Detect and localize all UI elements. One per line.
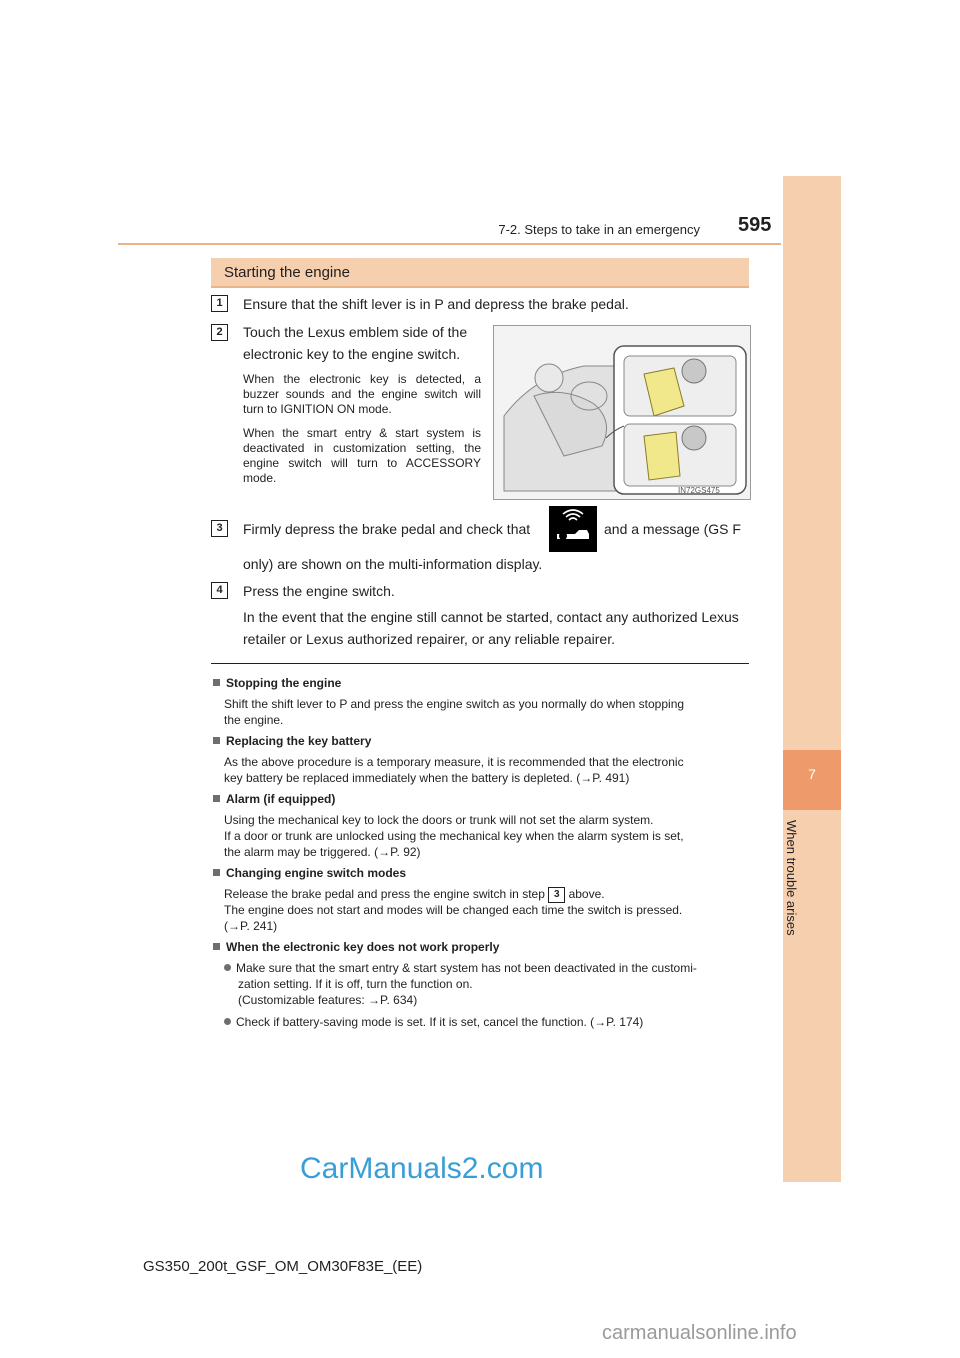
note-modes-line-3: (→P. 241) (224, 919, 278, 933)
header-rule (118, 243, 781, 245)
step-number-1: 1 (211, 295, 228, 312)
note-alarm-line-3: the alarm may be triggered. (→P. 92) (224, 845, 421, 859)
side-tab-strip (783, 176, 841, 1182)
section-heading: Starting the engine (224, 264, 350, 281)
round-bullet-icon (224, 964, 231, 971)
step-2-note-1: When the electronic key is detected, a buzzer sounds and the engine switch will turn to IGNITION ON mode. (243, 372, 481, 416)
note-key-bullet-1-line-2: zation setting. If it is off, turn the function on. (238, 977, 473, 991)
note-title-stopping: Stopping the engine (213, 676, 341, 690)
note-key-bullet-1-line-1: Make sure that the smart entry & start system has not been deactivated in the customi- (224, 961, 697, 976)
note-key-bullet-1-line-3: (Customizable features: →P. 634) (238, 993, 418, 1007)
notes-divider (211, 663, 749, 664)
note-alarm-line-2: If a door or trunk are unlocked using the mechanical key when the alarm system is set, (224, 829, 684, 843)
closing-line-2: retailer or Lexus authorized repairer, or any reliable repairer. (243, 631, 615, 647)
square-bullet-icon (213, 795, 220, 802)
chapter-label (784, 820, 800, 950)
illustration-drawing (494, 326, 750, 499)
inline-step-3: 3 (548, 887, 565, 903)
note-title-alarm: Alarm (if equipped) (213, 792, 335, 806)
square-bullet-icon (213, 943, 220, 950)
square-bullet-icon (213, 869, 220, 876)
note-stopping-line-1: Shift the shift lever to P and press the engine switch as you normally do when stopping (224, 697, 685, 711)
step-text-3-before: Firmly depress the brake pedal and check that (243, 521, 531, 537)
step-2-note-2: When the smart entry & start system is deactivated in customization setting, the engine switch will turn to ACCESSORY mode. (243, 426, 481, 485)
chapter-label-text: When trouble arises (784, 820, 799, 936)
round-bullet-icon (224, 1018, 231, 1025)
note-modes-line-2: The engine does not start and modes will be changed each time the switch is pressed. (224, 903, 683, 917)
square-bullet-icon (213, 679, 220, 686)
watermark-carmanuals2: CarManuals2.com (300, 1152, 544, 1185)
step-number-2: 2 (211, 324, 228, 341)
step-text-3-line2: only) are shown on the multi-information display. (243, 556, 543, 572)
note-alarm-line-1: Using the mechanical key to lock the doors or trunk will not set the alarm system. (224, 813, 654, 827)
step-text-1: Ensure that the shift lever is in P and depress the brake pedal. (243, 296, 629, 312)
note-title-key-battery: Replacing the key battery (213, 734, 371, 748)
step-number-3: 3 (211, 520, 228, 537)
note-stopping-line-2: the engine. (224, 713, 284, 727)
key-indicator-icon-graphic (549, 506, 597, 552)
figure-code: IN72GS475 (678, 486, 720, 495)
step-number-4: 4 (211, 582, 228, 599)
watermark-carmanualsonline: carmanualsonline.info (602, 1322, 797, 1344)
square-bullet-icon (213, 737, 220, 744)
note-modes-line-1: Release the brake pedal and press the engine switch in step 3 above. (224, 887, 605, 901)
page-number: 595 (738, 214, 772, 236)
engine-switch-illustration (493, 325, 751, 500)
step-text-2: Touch the Lexus emblem side of the electronic key to the engine switch. (243, 324, 468, 362)
chapter-number: 7 (808, 766, 816, 782)
step-text-3-after: and a message (GS F (604, 521, 741, 537)
note-battery-line-2: key battery be replaced immediately when the battery is depleted. (→P. 491) (224, 771, 630, 785)
note-battery-line-1: As the above procedure is a temporary measure, it is recommended that the electronic (224, 755, 684, 769)
note-title-key-not-working: When the electronic key does not work properly (213, 940, 499, 954)
step-text-4: Press the engine switch. (243, 583, 395, 599)
key-indicator-icon (549, 506, 597, 552)
note-title-switch-modes: Changing engine switch modes (213, 866, 406, 880)
note-key-bullet-2: Check if battery-saving mode is set. If it is set, cancel the function. (→P. 174) (224, 1015, 643, 1030)
section-title: 7-2. Steps to take in an emergency (498, 222, 700, 237)
closing-line-1: In the event that the engine still cannot be started, contact any authorized Lexus (243, 609, 739, 625)
footer-document-code: GS350_200t_GSF_OM_OM30F83E_(EE) (143, 1258, 423, 1275)
